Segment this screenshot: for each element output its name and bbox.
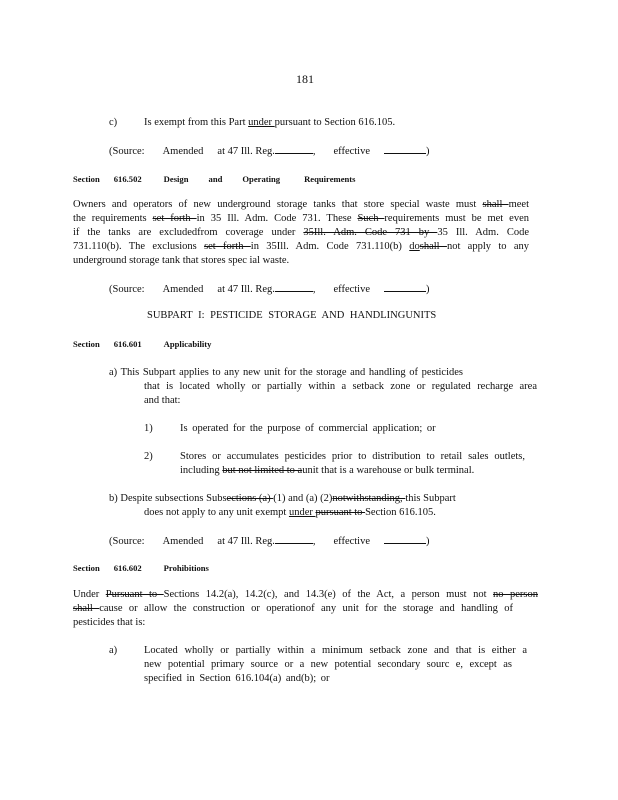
item-c-label: c) <box>109 117 118 128</box>
item-a-line-3: and that: <box>144 395 181 406</box>
paragraph-616-502-line-2: the requirements set forth in 35 Ill. Adm. Code 731. These Such requirements must be met even <box>73 213 529 224</box>
item-a-line-1: a) This Subpart applies to any new unit for the storage and handling of pesticides <box>109 367 463 378</box>
prohibition-a-line-3: specified in Section 616.104(a) and(b); or <box>144 673 330 684</box>
subpart-heading: SUBPART I: PESTICIDE STORAGE AND HANDLINGUNITS <box>147 310 437 321</box>
page-number: 181 <box>296 72 314 86</box>
item-2-line-1: Stores or accumulates pesticides prior to distribution to retail sales outlets, <box>180 451 525 462</box>
section-heading-616-602: Section 616.602 Prohibitions <box>73 563 209 573</box>
paragraph-616-602-line-2: shall cause or allow the construction or operationof any unit for the storage and handling of <box>73 603 513 614</box>
paragraph-616-602-line-1: Under Pursuant to Sections 14.2(a), 14.2(c), and 14.3(e) of the Act, a person must not no person <box>73 589 538 600</box>
item-1-label: 1) <box>144 423 153 434</box>
item-b-line-1: b) Despite subsections Subsections (a) (1) and (a) (2)notwithstanding, this Subpart <box>109 493 456 504</box>
section-heading-616-601: Section 616.601 Applicability <box>73 339 212 349</box>
paragraph-616-502-line-4: 731.110(b). The exclusions set forth in 35Ill. Adm. Code 731.110(b) doshall not apply to any <box>73 241 529 252</box>
paragraph-616-502-line-1: Owners and operators of new underground storage tanks that store special waste must shall meet <box>73 199 529 210</box>
item-2-label: 2) <box>144 451 153 462</box>
item-a-label: a) <box>109 645 118 656</box>
item-c-text: Is exempt from this Part under pursuant to Section 616.105. <box>144 117 396 128</box>
paragraph-616-502-line-5: underground storage tank that stores spec ial waste. <box>73 255 290 266</box>
paragraph-616-602-line-3: pesticides that is: <box>73 617 146 628</box>
source-note: (Source: Amended at 47 Ill. Reg. , effective ) <box>109 284 430 295</box>
source-note: (Source: Amended at 47 Ill. Reg. , effective ) <box>109 536 430 547</box>
prohibition-a-line-2: new potential primary source or a new potential secondary sourc e, except as <box>144 659 512 670</box>
item-b-line-2: does not apply to any unit exempt under pursuant to Section 616.105. <box>144 507 436 518</box>
prohibition-a-line-1: Located wholly or partially within a minimum setback zone and that is either a <box>144 645 527 656</box>
inserted-text: under <box>248 117 275 128</box>
section-heading-616-502: Section 616.502 Design and Operating Requirements <box>73 174 356 184</box>
paragraph-616-502-line-3: if the tanks are excludedfrom coverage under 35Ill. Adm. Code 731 by 35 Ill. Adm. Code <box>73 227 530 238</box>
item-2-line-2: including but not limited to aunit that is a warehouse or bulk terminal. <box>180 465 475 476</box>
item-a-line-2: that is located wholly or partially within a setback zone or regulated recharge area <box>144 381 537 392</box>
source-note: (Source: Amended at 47 Ill. Reg. , effective ) <box>109 146 430 157</box>
item-1-text: Is operated for the purpose of commercial application; or <box>180 423 436 434</box>
